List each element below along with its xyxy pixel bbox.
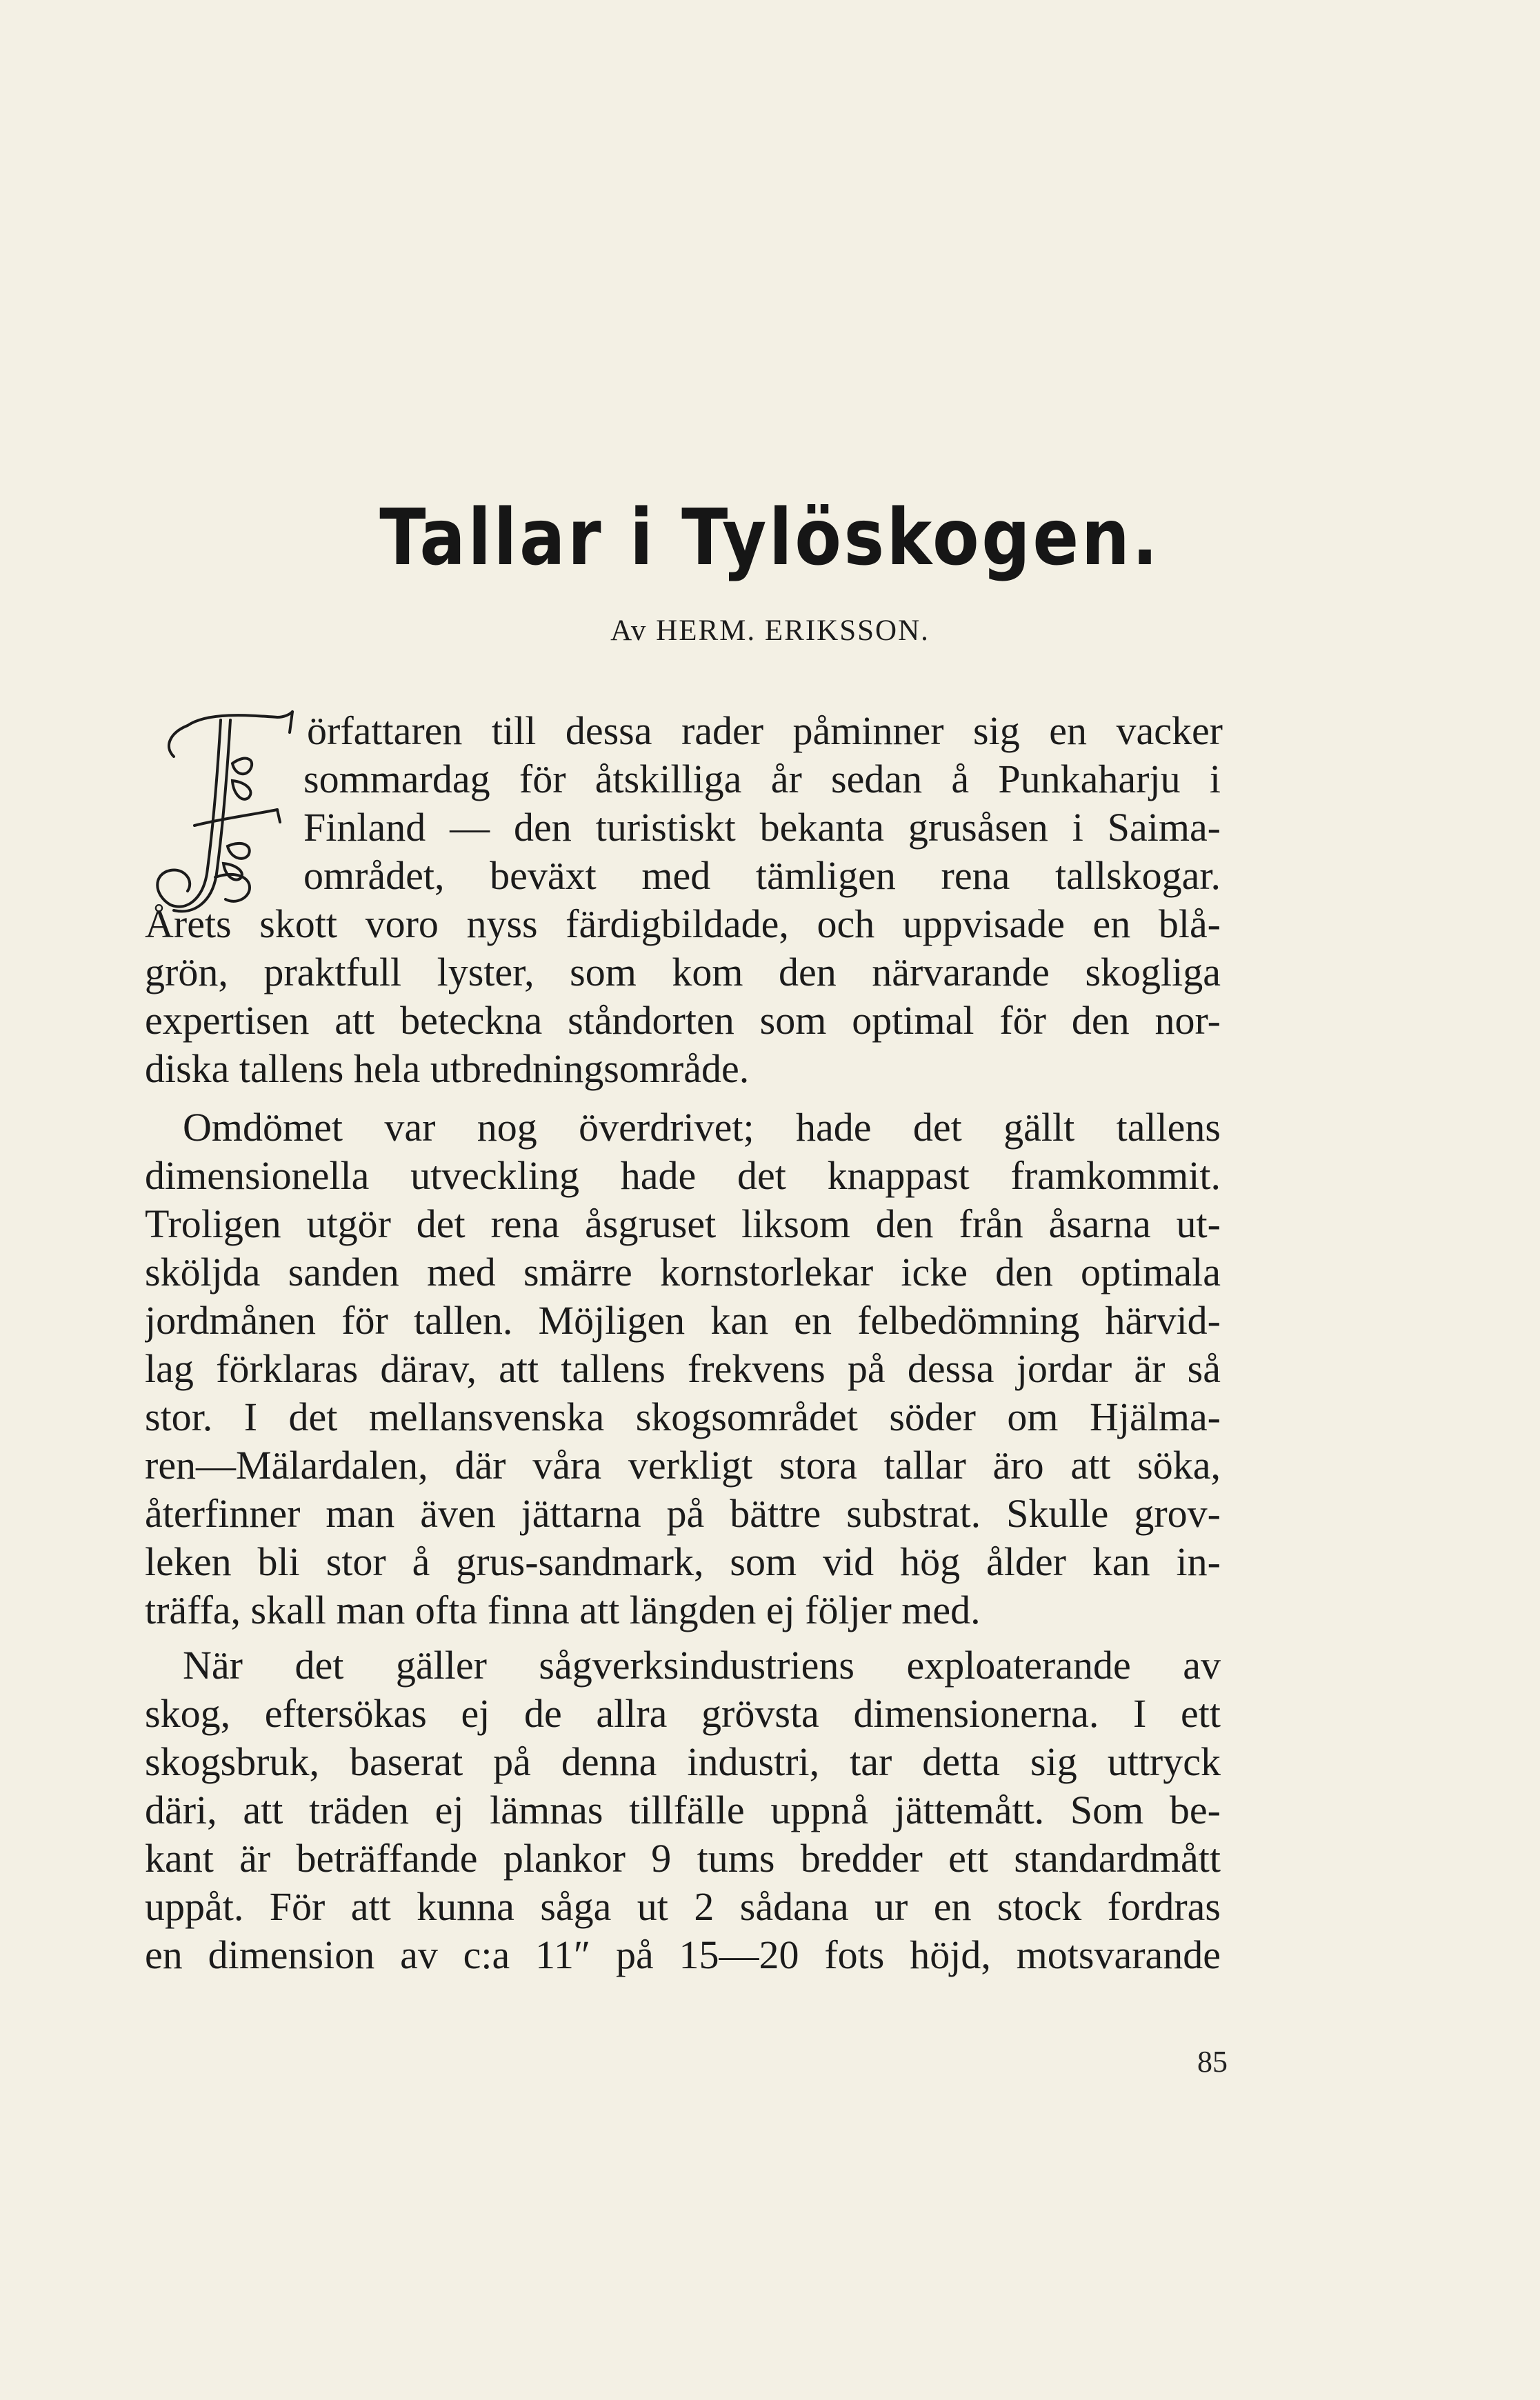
text-line: expertisen att beteckna ståndorten som optimal för den nor- xyxy=(145,998,1221,1043)
text-line: återfinner man även jättarna på bättre substrat. Skulle grov- xyxy=(145,1491,1221,1536)
text-line: leken bli stor å grus-sandmark, som vid hög ålder kan in- xyxy=(145,1539,1221,1584)
text-line: ren—Mälardalen, där våra verkligt stora tallar äro att söka, xyxy=(145,1443,1221,1488)
text-line: skog, eftersökas ej de allra grövsta dimensionerna. I ett xyxy=(145,1691,1221,1736)
text-line: sommardag för åtskilliga år sedan å Punkaharju i xyxy=(303,757,1221,801)
text-line: När det gäller sågverksindustriens exploaterande av xyxy=(183,1643,1221,1688)
text-line: Årets skott voro nyss färdigbildade, och uppvisade en blå- xyxy=(145,901,1221,946)
text-line: lag förklaras därav, att tallens frekvens på dessa jordar är så xyxy=(145,1346,1221,1391)
text-line: kant är beträffande plankor 9 tums bredder ett standardmått xyxy=(145,1836,1221,1881)
text-line: diska tallens hela utbredningsområde. xyxy=(145,1046,750,1091)
article-author: Av HERM. ERIKSSON. xyxy=(610,614,930,647)
text-line: grön, praktfull lyster, som kom den närvarande skogliga xyxy=(145,950,1221,994)
article-title: Tallar i Tylöskogen. xyxy=(379,493,1161,583)
text-line: Troligen utgör det rena åsgruset liksom den från åsarna ut- xyxy=(145,1201,1221,1246)
decorative-initial-f xyxy=(146,705,305,919)
text-line: örfattaren till dessa rader påminner sig en vacker xyxy=(307,708,1223,753)
text-line: skogsbruk, baserat på denna industri, tar detta sig uttryck xyxy=(145,1739,1221,1784)
text-line: träffa, skall man ofta finna att längden ej följer med. xyxy=(145,1588,981,1632)
text-line: dimensionella utveckling hade det knappast framkommit. xyxy=(145,1153,1221,1198)
text-line: däri, att träden ej lämnas tillfälle uppnå jättemått. Som be- xyxy=(145,1788,1221,1832)
text-line: Omdömet var nog överdrivet; hade det gällt tallens xyxy=(183,1105,1221,1150)
text-line: jordmånen för tallen. Möjligen kan en felbedömning härvid- xyxy=(145,1298,1221,1343)
text-line: Finland — den turistiskt bekanta grusåsen i Saima- xyxy=(303,805,1221,850)
page-number: 85 xyxy=(1197,2045,1228,2079)
text-line: området, beväxt med tämligen rena tallskogar. xyxy=(303,853,1221,898)
text-line: uppåt. För att kunna såga ut 2 sådana ur en stock fordras xyxy=(145,1884,1221,1929)
text-line: sköljda sanden med smärre kornstorlekar icke den optimala xyxy=(145,1250,1221,1294)
text-line: en dimension av c:a 11″ på 15—20 fots höjd, motsvarande xyxy=(145,1932,1221,1977)
text-line: stor. I det mellansvenska skogsområdet söder om Hjälma- xyxy=(145,1394,1221,1439)
ornamental-f-icon xyxy=(146,705,305,919)
